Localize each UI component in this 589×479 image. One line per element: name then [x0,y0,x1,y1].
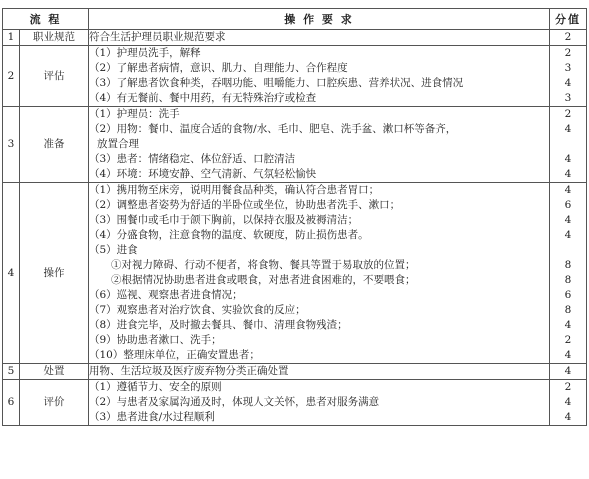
score-value: 3 [564,92,572,104]
requirement-item: （2）用物：餐巾、温度合适的食物/水、毛巾、肥皂、洗手盆、漱口杯等备齐， [89,123,457,135]
score-value: 4 [564,77,572,89]
section-scores [550,46,587,107]
score-value: 4 [564,123,572,135]
section-number: 2 [3,46,20,107]
score-value: 2 [564,381,572,393]
score-value: 4 [564,319,572,331]
section-scores [550,30,587,46]
section-number: 1 [3,30,20,46]
requirement-item: （2）调整患者姿势为舒适的半卧位或坐位，协助患者洗手、漱口； [89,199,401,211]
requirement-item: （1）护理员洗手，解释 [89,47,201,59]
score-value: 2 [564,334,572,346]
header-row [3,9,587,30]
requirement-item: （3）了解患者饮食种类，吞咽功能、咀嚼能力、口腔疾患、营养状况、进食情况 [89,77,464,89]
section-stage: 准备 [20,107,89,183]
section-scores [550,380,587,426]
requirement-item: ①对视力障碍、行动不便者，将食物、餐具等置于易取放的位置； [111,259,416,271]
section-stage: 评价 [20,380,89,426]
requirement-item: 放置合理 [97,138,139,150]
scoring-table [2,8,587,426]
section-row [3,364,587,380]
section-row [3,30,587,46]
section-requirements [89,46,550,107]
score-value: 8 [564,304,572,316]
section-scores [550,183,587,364]
requirement-item: （2）与患者及家属沟通及时，体现人文关怀，患者对服务满意 [89,396,380,408]
header-flow: 流 程 [3,9,89,30]
requirement-item: （8）进食完毕，及时撤去餐具、餐巾、清理食物残渣； [89,319,348,331]
section-stage: 职业规范 [20,30,89,46]
requirement-item: （3）围餐巾或毛巾于颌下胸前，以保持衣服及被褥清洁； [89,214,359,226]
section-stage: 处置 [20,364,89,380]
section-number: 5 [3,364,20,380]
requirement-item: （1）遵循节力、安全的原则 [89,381,222,393]
score-value: 3 [564,62,572,74]
score-value: 4 [564,365,572,377]
requirement-item: （2）了解患者病情，意识、肌力、自理能力、合作程度 [89,62,348,74]
section-requirements [89,30,550,46]
requirement-item: （6）巡视、观察患者进食情况； [89,289,243,301]
header-requirements: 操 作 要 求 [89,9,550,30]
score-value: 4 [564,229,572,241]
score-value: 2 [564,108,572,120]
score-value [550,137,586,152]
section-requirements [89,364,550,380]
requirement-item: （1）携用物至床旁，说明用餐食品种类，确认符合患者胃口； [89,184,380,196]
requirement-item: （10）整理床单位，正确安置患者； [89,349,260,361]
requirement-item: 用物、生活垃圾及医疗废弃物分类正确处置 [89,365,289,377]
score-value: 8 [564,274,572,286]
score-value: 4 [564,411,572,423]
section-number: 3 [3,107,20,183]
score-value: 4 [564,214,572,226]
score-value: 4 [564,396,572,408]
section-scores [550,107,587,183]
score-value: 2 [564,47,572,59]
score-value [550,243,586,258]
requirement-item: （4）分盛食物，注意食物的温度、软硬度，防止损伤患者。 [89,229,369,241]
section-number: 4 [3,183,20,364]
section-stage: 操作 [20,183,89,364]
section-row [3,380,587,426]
requirement-item: （4）有无餐前、餐中用药，有无特殊治疗或检查 [89,92,317,104]
section-row [3,46,587,107]
header-score: 分值 [550,9,587,30]
score-value: 4 [564,168,572,180]
section-row [3,107,587,183]
requirement-item: （9）协助患者漱口、洗手； [89,334,222,346]
score-value: 6 [564,289,572,301]
requirement-item: （4）环境：环境安静、空气清新、气氛轻松愉快 [89,168,317,180]
requirement-item: ②根据情况协助患者进食或喂食，对患者进食困难的，不要喂食； [111,274,416,286]
section-requirements [89,183,550,364]
score-value: 2 [564,31,572,43]
section-row [3,183,587,364]
score-value: 6 [564,199,572,211]
requirement-item: （5）进食 [89,244,138,256]
section-number: 6 [3,380,20,426]
score-value: 4 [564,184,572,196]
table-body [3,30,587,426]
section-scores [550,364,587,380]
requirement-item: （3）患者：情绪稳定、体位舒适、口腔清洁 [89,153,296,165]
requirement-item: 符合生活护理员职业规范要求 [89,31,226,43]
section-stage: 评估 [20,46,89,107]
score-value: 4 [564,153,572,165]
section-requirements [89,107,550,183]
requirement-item: （7）观察患者对治疗饮食、实验饮食的反应； [89,304,306,316]
score-value: 8 [564,259,572,271]
score-value: 4 [564,349,572,361]
section-requirements [89,380,550,426]
requirement-item: （3）患者进食/水过程顺利 [89,411,215,423]
requirement-item: （1）护理员：洗手 [89,108,180,120]
